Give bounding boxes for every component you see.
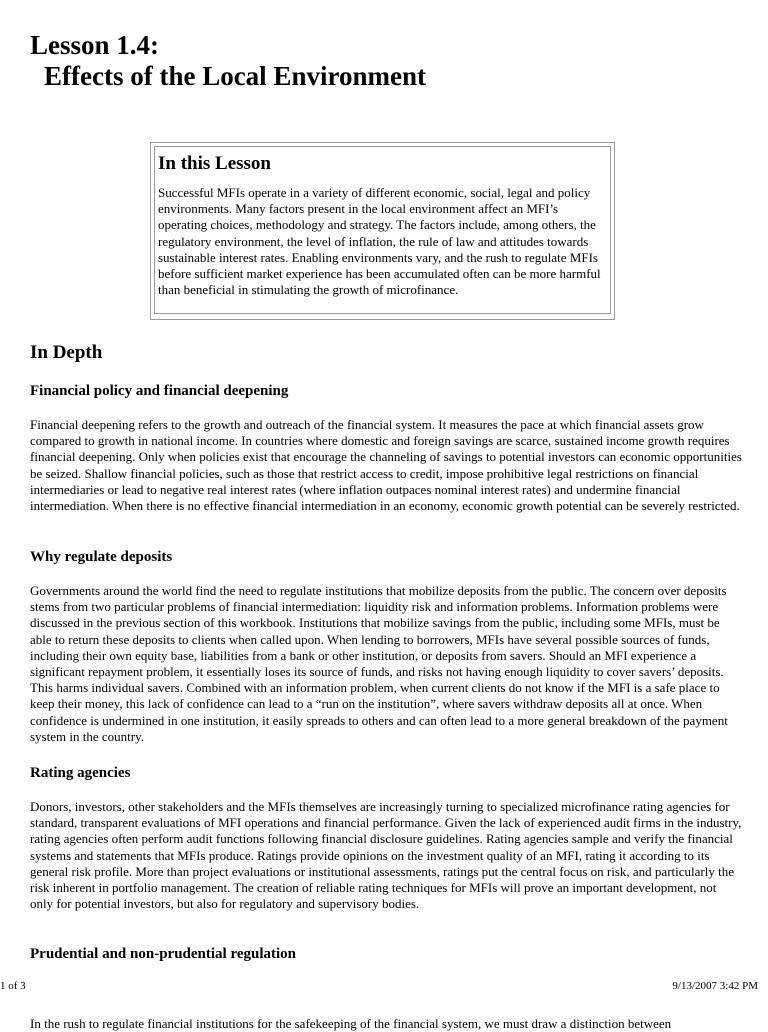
section-text-rating-agencies: Donors, investors, other stakeholders and the MFIs themselves are increasingly turning to specialized microfinance rating agencies for standard, transparent evaluations of MFI operations and financial performance. Given the lack of experienced audit firms in the industry, rating agencies often perform audit functions following financial disclosure guidelines. Rating agencies sample and verify the financial systems and statements that MFIs produce. Ratings provide opinions on the investment quality of an MFI, rating it according to its general risk profile. More than project evaluations or institutional assessments, ratings put the central focus on risk, and particularly the risk inherent in portfolio management. The creation of reliable rating techniques for MFIs will prove an important development, not only for potential investors, but also for regulatory and supervisory bodies.	[30, 799, 742, 912]
next-page-text: In the rush to regulate financial institutions for the safekeeping of the financial system, we must draw a distinction between	[30, 1016, 672, 1031]
section-heading-financial-policy: Financial policy and financial deepening	[30, 383, 289, 399]
page-counter: 1 of 3	[0, 980, 26, 992]
in-depth-heading: In Depth	[30, 342, 103, 363]
title-line-2: Effects of the Local Environment	[44, 61, 426, 91]
section-heading-prudential: Prudential and non-prudential regulation	[30, 946, 297, 962]
title-line-1: Lesson 1.4:	[30, 30, 160, 60]
print-datetime: 9/13/2007 3:42 PM	[672, 980, 758, 992]
lesson-summary-box	[150, 142, 615, 320]
section-text-regulate-deposits: Governments around the world find the need to regulate institutions that mobilize deposits from the public. The concern over deposits stems from two particular problems of financial intermediation: liquidity risk and information problems. Information problems were discussed in the previous section of this workbook. Institutions that mobilize savings from the public, including some MFIs, must be able to return these deposits to clients when called upon. When lending to borrowers, MFIs have several possible sources of funds, including their own equity base, liabilities from a bank or other institution, or deposits from savers. Should an MFI experience a significant repayment problem, it essentially loses its source of funds, and risks not having enough liquidity to cover savers’ deposits. This harms individual savers. Combined with an information problem, when current clients do not know if the MFI is a safe place to keep their money, this lack of confidence can lead to a “run on the institution”, where savers withdraw deposits all at once. When confidence is undermined in one institution, it easily spreads to others and can often lead to a more general breakdown of the payment system in the country.	[30, 583, 728, 744]
page-title	[30, 30, 426, 92]
section-text-financial-policy: Financial deepening refers to the growth and outreach of the financial system. It measures the pace at which financial assets grow compared to growth in national income. In countries where domestic and foreign savings are scarce, sustained income growth requires financial deepening. Only when policies exist that encourage the channeling of savings to potential investors can economic opportunities be seized. Shallow financial policies, such as those that restrict access to credit, impose prohibitive legal restrictions on financial intermediaries or lead to negative real interest rates (where inflation outpaces nominal interest rates) and undermine financial intermediation. When there is no effective financial intermediation in an economy, economic growth potential can be severely restricted.	[30, 417, 742, 514]
lesson-box-text: Successful MFIs operate in a variety of different economic, social, legal and policy environments. Many factors present in the local environment affect an MFI’s operating choices, methodology and strategy. The factors include, among others, the regulatory environment, the level of inflation, the rule of law and attitudes towards sustainable interest rates. Enabling environments vary, and the rush to regulate MFIs before sufficient market experience has been accumulated often can be more harmful than beneficial in stimulating the growth of microfinance.	[158, 185, 601, 298]
section-heading-rating-agencies: Rating agencies	[30, 765, 131, 781]
section-heading-regulate-deposits: Why regulate deposits	[30, 549, 173, 565]
lesson-box-heading: In this Lesson	[158, 153, 271, 174]
